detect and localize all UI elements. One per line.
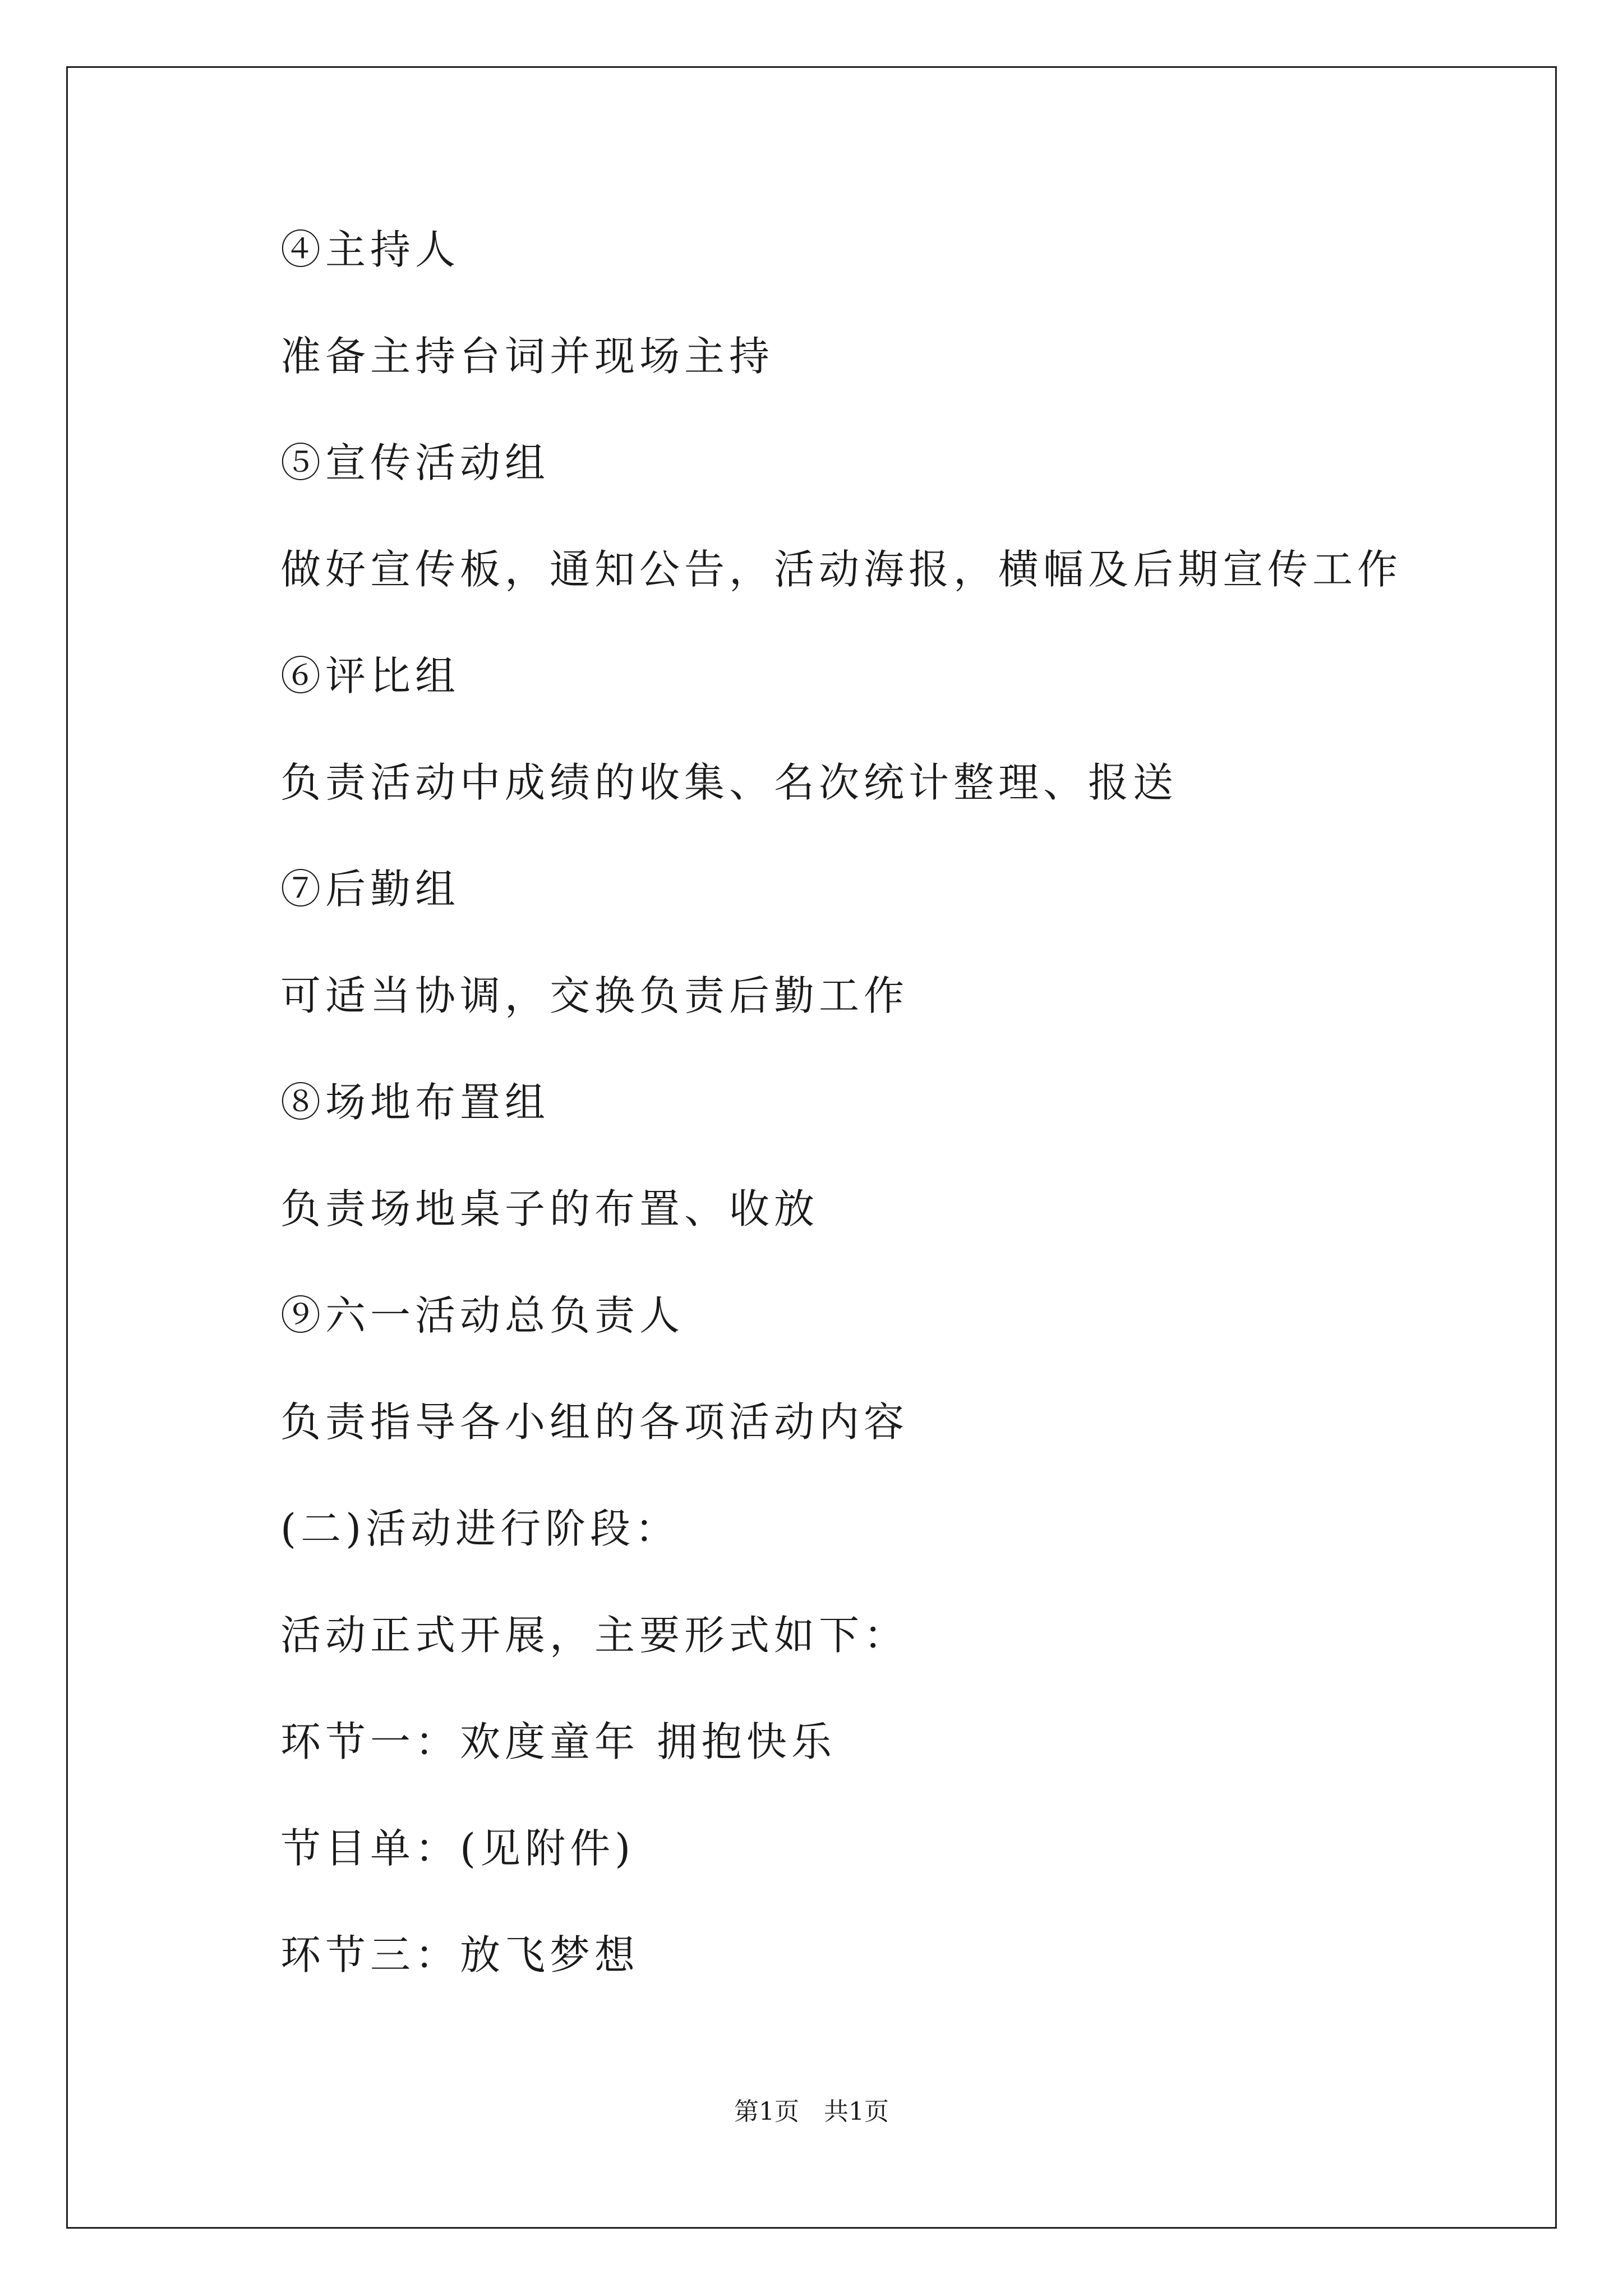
paragraph-general-lead-duty: 负责指导各小组的各项活动内容 xyxy=(280,1398,909,1446)
page-number-footer: 第1页 共1页 xyxy=(734,2097,889,2126)
paragraph-publicity-duty: 做好宣传板，通知公告，活动海报，横幅及后期宣传工作 xyxy=(280,546,1403,593)
segment-three-title: 环节三：放飞梦想 xyxy=(280,1931,640,1978)
section-heading-stage-two: (二)活动进行阶段： xyxy=(280,1505,680,1552)
heading-judging-group: ⑥评比组 xyxy=(280,652,460,700)
paragraph-judging-duty: 负责活动中成绩的收集、名次统计整理、报送 xyxy=(280,759,1178,806)
heading-logistics-group: ⑦后勤组 xyxy=(280,866,460,913)
paragraph-activity-format: 活动正式开展，主要形式如下： xyxy=(280,1612,909,1659)
heading-host: ④主持人 xyxy=(280,226,460,273)
paragraph-venue-duty: 负责场地桌子的布置、收放 xyxy=(280,1185,819,1232)
heading-general-lead: ⑨六一活动总负责人 xyxy=(280,1292,685,1339)
heading-publicity-group: ⑤宣传活动组 xyxy=(280,439,550,486)
paragraph-host-duty: 准备主持台词并现场主持 xyxy=(280,333,774,380)
program-list-note: 节目单：(见附件) xyxy=(280,1825,635,1872)
paragraph-logistics-duty: 可适当协调，交换负责后勤工作 xyxy=(280,972,909,1019)
segment-one-title: 环节一：欢度童年 拥抱快乐 xyxy=(280,1718,836,1765)
document-body xyxy=(280,216,1486,2028)
heading-venue-group: ⑧场地布置组 xyxy=(280,1079,550,1126)
